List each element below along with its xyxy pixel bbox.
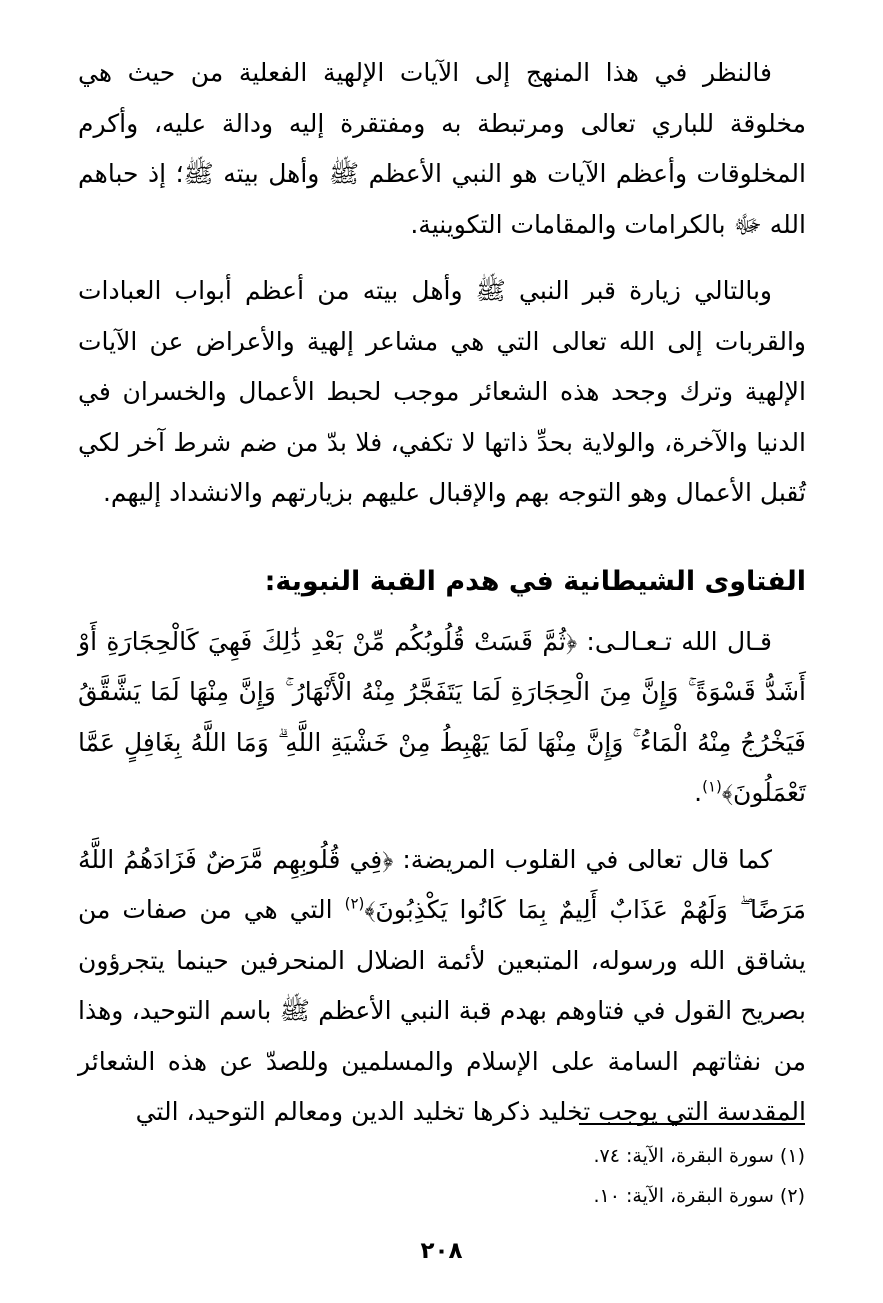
- quran-verse-2: ﴿فِي قُلُوبِهِم مَّرَضٌ فَزَادَهُمُ اللَّهُ مَرَضًا ۖ وَلَهُمْ عَذَابٌ أَلِيمٌ بِمَا كَانُوا يَكْذِبُونَ﴾: [78, 844, 806, 924]
- paragraph-3: [78, 617, 806, 819]
- paragraph-2: وبالتالي زيارة قبر النبي ﷺ وأهل بيته من أعظم أبواب العبادات والقربات إلى الله تعالى التي هي مشاعر إلهية والأعراض عن الآيات الإلهية وترك وجحد هذه الشعائر موجب لحبط الأعمال والخسران في الدنيا والآخرة، والولاية بحدِّ ذاتها لا تكفي، فلا بدّ من ضم شرط آخر لكي تُقبل الأعمال وهو التوجه بهم والإقبال عليهم بزيارتهم والانشداد إليهم.: [78, 276, 806, 507]
- footnote-ref-1[interactable]: (١): [702, 777, 722, 796]
- footnotes: [405, 1136, 805, 1216]
- paragraph-4: [78, 835, 806, 1138]
- footnote-ref-2[interactable]: (٢): [344, 894, 365, 913]
- quran-verse-1: ﴿ثُمَّ قَسَتْ قُلُوبُكُم مِّنْ بَعْدِ ذَٰلِكَ فَهِيَ كَالْحِجَارَةِ أَوْ أَشَدُّ قَسْوَةً ۚ وَإِنَّ مِنَ الْحِجَارَةِ لَمَا يَتَفَجَّرُ مِنْهُ الْأَنْهَارُ ۚ وَإِنَّ مِنْهَا لَمَا يَشَّقَّقُ فَيَخْرُجُ مِنْهُ الْمَاءُ ۚ وَإِنَّ مِنْهَا لَمَا يَهْبِطُ مِنْ خَشْيَةِ اللَّهِ ۗ وَمَا اللَّهُ بِغَافِلٍ عَمَّا تَعْمَلُونَ﴾: [78, 626, 806, 807]
- quote-intro: قـال الله تـعـالـى:: [577, 626, 772, 656]
- page-number: ٢٠٨: [420, 1238, 463, 1264]
- quote-intro: كما قال تعالى في القلوب المريضة:: [393, 844, 772, 874]
- page-body: [78, 48, 806, 1138]
- sentence-end: .: [694, 778, 703, 807]
- paragraph-1: فالنظر في هذا المنهج إلى الآيات الإلهية الفعلية من حيث هي مخلوقة للباري تعالى ومرتبطة به ومفتقرة إليه ودالة عليه، وأكرم المخلوقات وأعظم الآيات هو النبي الأعظم ﷺ وأهل بيته ﷺ؛ إذ حباهم الله ﷻ بالكرامات والمقامات التكوينية.: [78, 58, 806, 239]
- footnote-separator: [579, 1123, 805, 1125]
- footnote-2: (٢) سورة البقرة، الآية: ١٠.: [593, 1185, 805, 1207]
- paragraph-text: التي هي من صفات من يشاقق الله ورسوله، المتبعين لأئمة الضلال المنحرفين حينما يتجرؤون بصريح القول في فتاوهم بهدم قبة النبي الأعظم ﷺ باسم التوحيد، وهذا من نفثاتهم السامة على الإسلام والمسلمين وللصدّ عن هذه الشعائر المقدسة التي يوجب تخليد ذكرها تخليد الدين ومعالم التوحيد، التي: [78, 895, 806, 1126]
- footnote-1: (١) سورة البقرة، الآية: ٧٤.: [593, 1145, 805, 1167]
- section-heading: الفتاوى الشيطانية في هدم القبة النبوية:: [264, 565, 806, 597]
